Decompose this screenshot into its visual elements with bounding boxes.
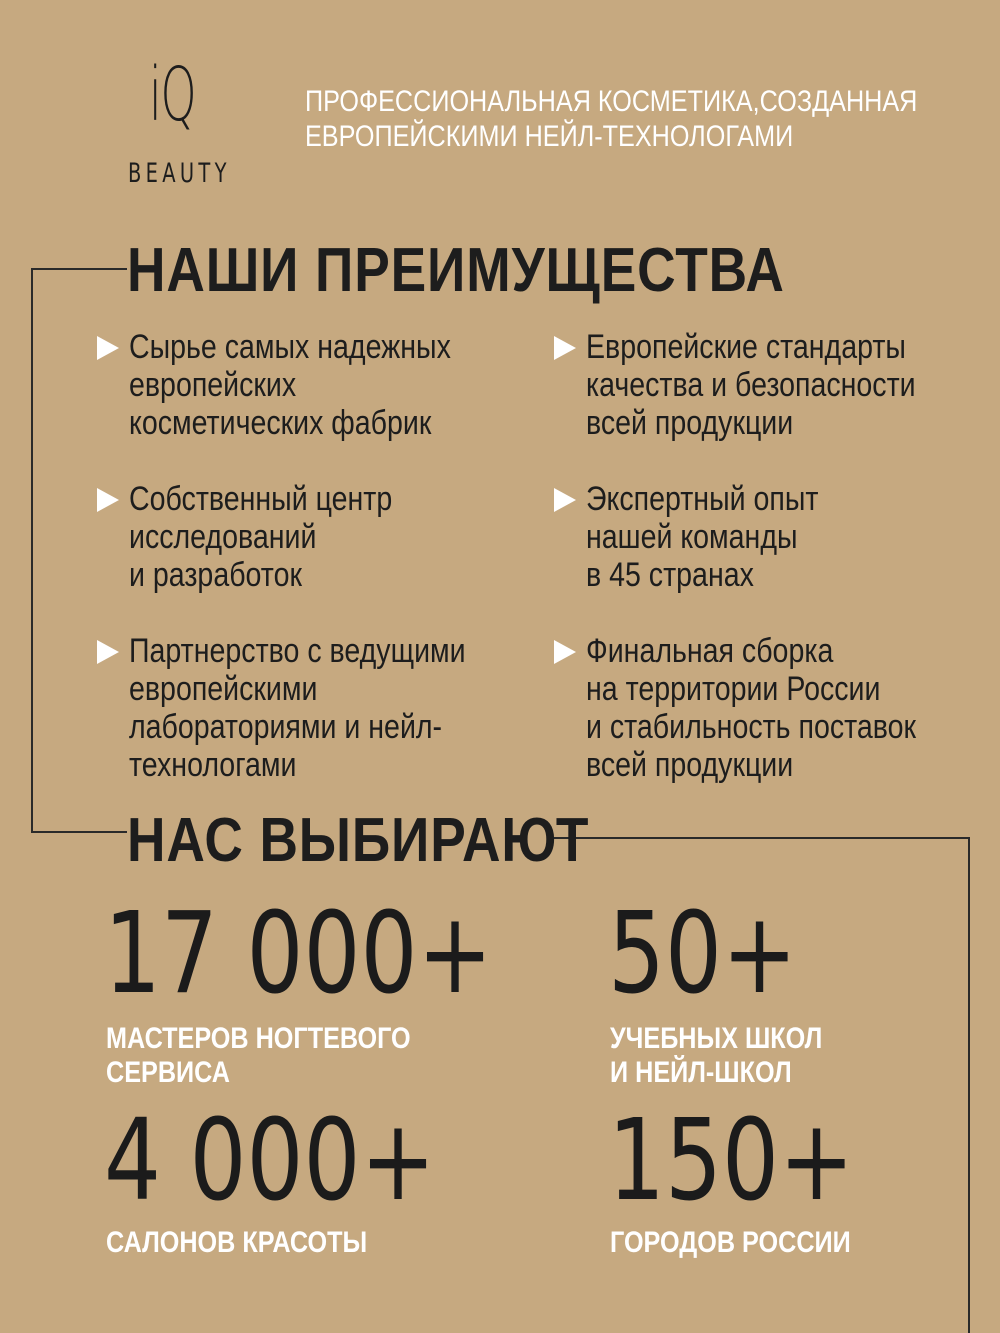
logo-mark: iQ bbox=[149, 52, 196, 138]
advantage-text: Финальная сборка на территории России и стабильность поставок всей продукции bbox=[586, 632, 917, 784]
stat-value: 17 000+ bbox=[104, 889, 493, 1019]
advantage-text: Сырье самых надежных европейских косметических фабрик bbox=[129, 328, 451, 442]
bracket-bottom-line bbox=[31, 831, 127, 833]
triangle-right-icon bbox=[97, 336, 119, 360]
advantage-text: Экспертный опыт нашей команды в 45 странах bbox=[586, 480, 819, 594]
bracket-top-line bbox=[31, 268, 127, 270]
stat-label: МАСТЕРОВ НОГТЕВОГО СЕРВИСА bbox=[106, 1022, 411, 1089]
logo-wordmark: BEAUTY bbox=[128, 158, 231, 189]
stat-value: 50+ bbox=[608, 889, 798, 1019]
choose-title: НАС ВЫБИРАЮТ bbox=[127, 806, 590, 875]
stat-schools bbox=[608, 889, 844, 1089]
stat-value: 4 000+ bbox=[104, 1096, 436, 1226]
stat-value: 150+ bbox=[608, 1096, 855, 1226]
stat-label: ГОРОДОВ РОССИИ bbox=[610, 1226, 851, 1259]
advantages-title: НАШИ ПРЕИМУЩЕСТВА bbox=[127, 236, 785, 305]
stat-cities bbox=[608, 1096, 916, 1259]
stat-label: УЧЕБНЫХ ШКОЛ И НЕЙЛ-ШКОЛ bbox=[610, 1022, 823, 1089]
triangle-right-icon bbox=[97, 640, 119, 664]
advantage-text: Европейские стандарты качества и безопасности всей продукции bbox=[586, 328, 916, 442]
advantage-text: Собственный центр исследований и разработок bbox=[129, 480, 393, 594]
bracket-left-line bbox=[31, 268, 33, 832]
triangle-right-icon bbox=[554, 488, 576, 512]
advantage-text: Партнерство с ведущими европейскими лабораториями и нейл- технологами bbox=[129, 632, 466, 784]
right-connector-line bbox=[552, 837, 970, 839]
right-vertical-line bbox=[968, 837, 970, 1333]
stat-label: САЛОНОВ КРАСОТЫ bbox=[106, 1226, 368, 1259]
stat-masters bbox=[104, 889, 590, 1089]
triangle-right-icon bbox=[554, 336, 576, 360]
stat-salons bbox=[104, 1096, 518, 1259]
tagline-line-2: ЕВРОПЕЙСКИМИ НЕЙЛ-ТЕХНОЛОГАМИ bbox=[305, 120, 794, 153]
tagline bbox=[305, 84, 918, 154]
triangle-right-icon bbox=[554, 640, 576, 664]
triangle-right-icon bbox=[97, 488, 119, 512]
brand-logo bbox=[125, 52, 235, 189]
advantages-list bbox=[95, 328, 975, 788]
tagline-line-1: ПРОФЕССИОНАЛЬНАЯ КОСМЕТИКА,СОЗДАННАЯ bbox=[305, 85, 918, 118]
